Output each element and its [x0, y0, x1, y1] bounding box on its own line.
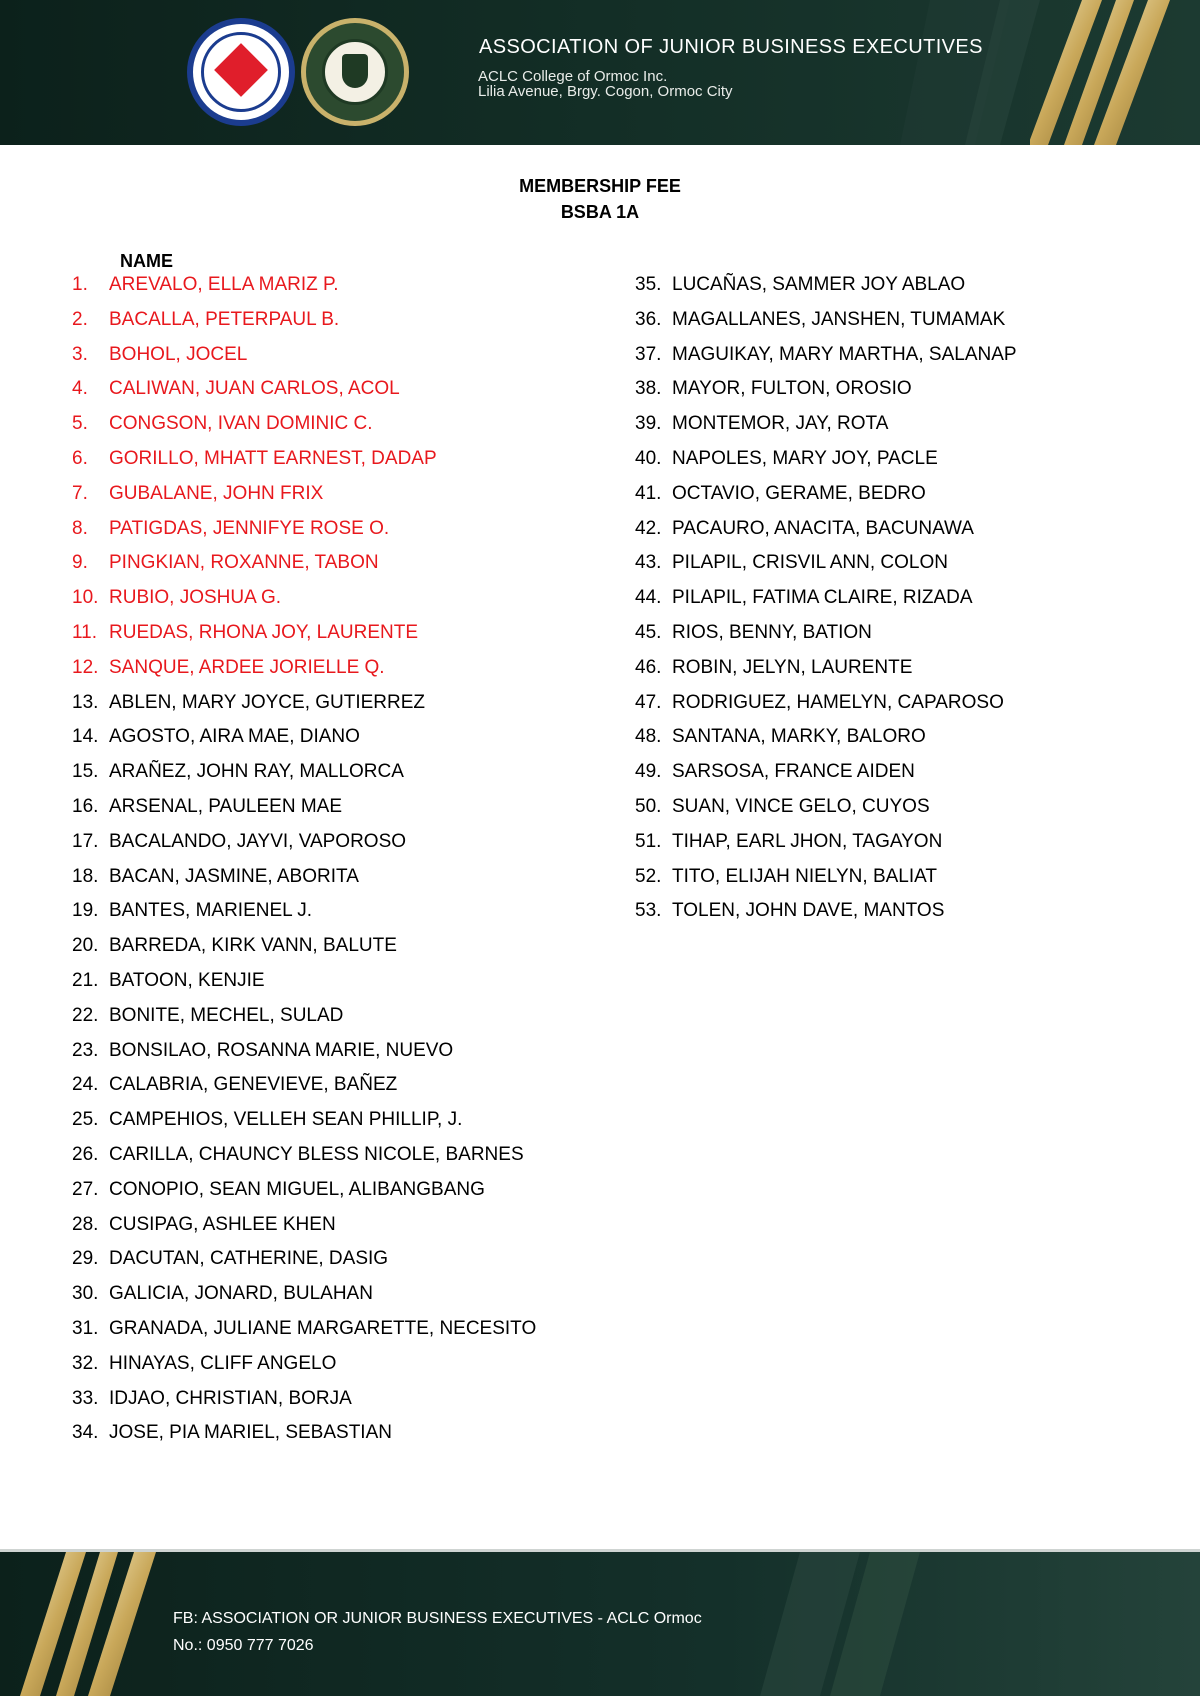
- member-name: RUEDAS, RHONA JOY, LAURENTE: [109, 621, 419, 643]
- member-list-item: [72, 442, 536, 477]
- member-name: BACALANDO, JAYVI, VAPOROSO: [109, 830, 407, 852]
- member-name: RODRIGUEZ, HAMELYN, CAPAROSO: [672, 691, 1004, 713]
- member-list-item: [635, 303, 1017, 338]
- member-number: 17.: [72, 830, 99, 852]
- member-name: GALICIA, JONARD, BULAHAN: [109, 1283, 373, 1305]
- member-name: MONTEMOR, JAY, ROTA: [672, 413, 889, 435]
- member-list-item: [72, 860, 536, 895]
- member-list-item: [635, 477, 1017, 512]
- member-name: ARAÑEZ, JOHN RAY, MALLORCA: [109, 761, 404, 783]
- member-number: 43.: [635, 552, 662, 574]
- member-name: OCTAVIO, GERAME, BEDRO: [672, 482, 926, 504]
- member-number: 14.: [72, 726, 99, 748]
- member-number: 20.: [72, 935, 99, 957]
- member-number: 3.: [72, 343, 88, 365]
- member-list-item: [635, 407, 1017, 442]
- member-name: ARSENAL, PAULEEN MAE: [109, 795, 343, 817]
- member-name: PILAPIL, FATIMA CLAIRE, RIZADA: [672, 587, 973, 609]
- member-name: IDJAO, CHRISTIAN, BORJA: [109, 1387, 352, 1409]
- member-number: 8.: [72, 517, 88, 539]
- member-list-item: [72, 512, 536, 547]
- member-number: 39.: [635, 413, 662, 435]
- member-number: 2.: [72, 308, 88, 330]
- member-name: BARREDA, KIRK VANN, BALUTE: [109, 935, 397, 957]
- member-list-item: [72, 790, 536, 825]
- member-number: 33.: [72, 1387, 99, 1409]
- member-number: 30.: [72, 1283, 99, 1305]
- member-number: 50.: [635, 795, 662, 817]
- member-name: SANTANA, MARKY, BALORO: [672, 726, 926, 748]
- member-name: TIHAP, EARL JHON, TAGAYON: [672, 830, 943, 852]
- member-list-left: [72, 268, 536, 1451]
- member-number: 35.: [635, 274, 662, 295]
- member-number: 53.: [635, 900, 662, 922]
- member-name: NAPOLES, MARY JOY, PACLE: [672, 447, 938, 469]
- member-name: TOLEN, JOHN DAVE, MANTOS: [672, 900, 945, 922]
- member-list-item: [72, 546, 536, 581]
- member-number: 29.: [72, 1248, 99, 1270]
- member-name: TITO, ELIJAH NIELYN, BALIAT: [672, 865, 938, 887]
- member-list-item: [72, 686, 536, 721]
- member-number: 45.: [635, 621, 662, 643]
- member-name: CAMPEHIOS, VELLEH SEAN PHILLIP, J.: [109, 1109, 463, 1131]
- member-list-item: [72, 1034, 536, 1069]
- member-number: 1.: [72, 274, 88, 295]
- member-number: 36.: [635, 308, 662, 330]
- member-number: 9.: [72, 552, 88, 574]
- member-name: RUBIO, JOSHUA G.: [109, 587, 282, 609]
- member-number: 34.: [72, 1422, 99, 1444]
- member-number: 52.: [635, 865, 662, 887]
- member-list-item: [635, 512, 1017, 547]
- member-list-item: [635, 825, 1017, 860]
- member-list-item: [635, 581, 1017, 616]
- member-list-item: [72, 964, 536, 999]
- member-name: CONGSON, IVAN DOMINIC C.: [109, 413, 373, 435]
- member-number: 37.: [635, 343, 662, 365]
- member-number: 24.: [72, 1074, 99, 1096]
- member-name: BACALLA, PETERPAUL B.: [109, 308, 340, 330]
- member-number: 40.: [635, 447, 662, 469]
- member-list-item: [635, 442, 1017, 477]
- member-number: 49.: [635, 761, 662, 783]
- member-list-item: [72, 1277, 536, 1312]
- member-name: AREVALO, ELLA MARIZ P.: [109, 274, 339, 295]
- member-list-right: [635, 268, 1017, 929]
- member-number: 41.: [635, 482, 662, 504]
- member-number: 21.: [72, 969, 99, 991]
- gold-stripes-decoration: [1030, 0, 1200, 145]
- member-name: BONITE, MECHEL, SULAD: [109, 1004, 344, 1026]
- member-list-item: [635, 790, 1017, 825]
- member-number: 11.: [72, 621, 98, 643]
- member-list-item: [635, 338, 1017, 373]
- member-name: CONOPIO, SEAN MIGUEL, ALIBANGBANG: [109, 1178, 485, 1200]
- member-name: AGOSTO, AIRA MAE, DIANO: [109, 726, 360, 748]
- member-list-item: [635, 755, 1017, 790]
- member-number: 23.: [72, 1039, 99, 1061]
- letterhead-header: [0, 0, 1200, 145]
- member-list-item: [72, 999, 536, 1034]
- member-name: HINAYAS, CLIFF ANGELO: [109, 1352, 337, 1374]
- member-number: 28.: [72, 1213, 99, 1235]
- member-number: 48.: [635, 726, 662, 748]
- member-list-item: [72, 894, 536, 929]
- member-list-item: [72, 720, 536, 755]
- member-list-item: [72, 929, 536, 964]
- member-name: BACAN, JASMINE, ABORITA: [109, 865, 359, 887]
- document-title: MEMBERSHIP FEE: [519, 176, 681, 196]
- member-list-item: [72, 303, 536, 338]
- member-name: BATOON, KENJIE: [109, 969, 265, 991]
- member-number: 47.: [635, 691, 662, 713]
- member-number: 38.: [635, 378, 662, 400]
- member-name: CALABRIA, GENEVIEVE, BAÑEZ: [109, 1074, 398, 1096]
- member-name: BOHOL, JOCEL: [109, 343, 248, 365]
- member-name: JOSE, PIA MARIEL, SEBASTIAN: [109, 1422, 392, 1444]
- member-number: 10.: [72, 587, 99, 609]
- member-number: 32.: [72, 1352, 99, 1374]
- member-number: 27.: [72, 1178, 99, 1200]
- member-name: GUBALANE, JOHN FRIX: [109, 482, 324, 504]
- member-name: LUCAÑAS, SAMMER JOY ABLAO: [672, 274, 966, 295]
- member-list-item: [72, 338, 536, 373]
- member-name: SUAN, VINCE GELO, CUYOS: [672, 795, 930, 817]
- member-name: RIOS, BENNY, BATION: [672, 621, 872, 643]
- member-number: 46.: [635, 656, 662, 678]
- member-name: PACAURO, ANACITA, BACUNAWA: [672, 517, 974, 539]
- member-list-item: [635, 860, 1017, 895]
- member-list-item: [635, 372, 1017, 407]
- member-list-item: [72, 477, 536, 512]
- member-number: 13.: [72, 691, 99, 713]
- member-list-item: [72, 1173, 536, 1208]
- member-list-item: [635, 546, 1017, 581]
- member-list-item: [72, 1138, 536, 1173]
- member-number: 7.: [72, 482, 88, 504]
- member-list-item: [635, 616, 1017, 651]
- member-number: 6.: [72, 447, 88, 469]
- member-list-item: [72, 1347, 536, 1382]
- member-name: MAYOR, FULTON, OROSIO: [672, 378, 912, 400]
- member-name: ABLEN, MARY JOYCE, GUTIERREZ: [109, 691, 426, 713]
- member-name: MAGALLANES, JANSHEN, TUMAMAK: [672, 308, 1006, 330]
- school-address: Lilia Avenue, Brgy. Cogon, Ormoc City: [478, 83, 733, 100]
- member-number: 4.: [72, 378, 88, 400]
- member-list-item: [72, 407, 536, 442]
- facebook-page: FB: ASSOCIATION OR JUNIOR BUSINESS EXECUTIVES - ACLC Ormoc: [173, 1610, 702, 1627]
- organization-name: ASSOCIATION OF JUNIOR BUSINESS EXECUTIVES: [479, 36, 983, 58]
- member-name: GORILLO, MHATT EARNEST, DADAP: [109, 447, 437, 469]
- document-section: BSBA 1A: [560, 202, 640, 222]
- aclc-college-seal-icon: [187, 18, 295, 126]
- member-list-item: [72, 1103, 536, 1138]
- member-name: GRANADA, JULIANE MARGARETTE, NECESITO: [109, 1317, 537, 1339]
- member-list-item: [72, 372, 536, 407]
- member-list-item: [72, 1208, 536, 1243]
- member-list-item: [72, 581, 536, 616]
- school-name: ACLC College of Ormoc Inc.: [478, 68, 668, 85]
- member-name: PINGKIAN, ROXANNE, TABON: [109, 552, 379, 574]
- member-number: 51.: [635, 830, 662, 852]
- member-number: 42.: [635, 517, 662, 539]
- member-list-item: [635, 268, 1017, 303]
- member-list-item: [72, 1416, 536, 1451]
- member-list-item: [72, 268, 536, 303]
- member-name: BANTES, MARIENEL J.: [109, 900, 313, 922]
- member-number: 15.: [72, 761, 99, 783]
- member-number: 19.: [72, 900, 99, 922]
- member-list-item: [72, 1242, 536, 1277]
- contact-number: No.: 0950 777 7026: [173, 1637, 314, 1654]
- member-list-item: [72, 825, 536, 860]
- member-name: SARSOSA, FRANCE AIDEN: [672, 761, 915, 783]
- member-number: 26.: [72, 1143, 99, 1165]
- member-number: 18.: [72, 865, 99, 887]
- member-name: PILAPIL, CRISVIL ANN, COLON: [672, 552, 948, 574]
- member-name: DACUTAN, CATHERINE, DASIG: [109, 1248, 389, 1270]
- member-list-item: [72, 755, 536, 790]
- member-list-item: [635, 894, 1017, 929]
- member-name: SANQUE, ARDEE JORIELLE Q.: [109, 656, 385, 678]
- member-number: 44.: [635, 587, 662, 609]
- member-list-item: [72, 1068, 536, 1103]
- name-column-header: NAME: [120, 251, 173, 271]
- member-number: 31.: [72, 1317, 99, 1339]
- member-number: 22.: [72, 1004, 99, 1026]
- member-list-item: [72, 616, 536, 651]
- member-name: PATIGDAS, JENNIFYE ROSE O.: [109, 517, 390, 539]
- ajbe-seal-icon: [301, 18, 409, 126]
- member-list-item: [72, 651, 536, 686]
- member-number: 12.: [72, 656, 99, 678]
- member-name: CALIWAN, JUAN CARLOS, ACOL: [109, 378, 400, 400]
- member-name: MAGUIKAY, MARY MARTHA, SALANAP: [672, 343, 1017, 365]
- letterhead-footer: [0, 1552, 1200, 1696]
- member-name: CARILLA, CHAUNCY BLESS NICOLE, BARNES: [109, 1143, 524, 1165]
- member-list-item: [635, 651, 1017, 686]
- member-number: 5.: [72, 413, 88, 435]
- member-list-item: [72, 1312, 536, 1347]
- member-list-item: [635, 686, 1017, 721]
- member-number: 25.: [72, 1109, 99, 1131]
- member-list-item: [635, 720, 1017, 755]
- member-name: BONSILAO, ROSANNA MARIE, NUEVO: [109, 1039, 454, 1061]
- member-number: 16.: [72, 795, 99, 817]
- member-list-item: [72, 1382, 536, 1417]
- member-name: CUSIPAG, ASHLEE KHEN: [109, 1213, 336, 1235]
- member-name: ROBIN, JELYN, LAURENTE: [672, 656, 913, 678]
